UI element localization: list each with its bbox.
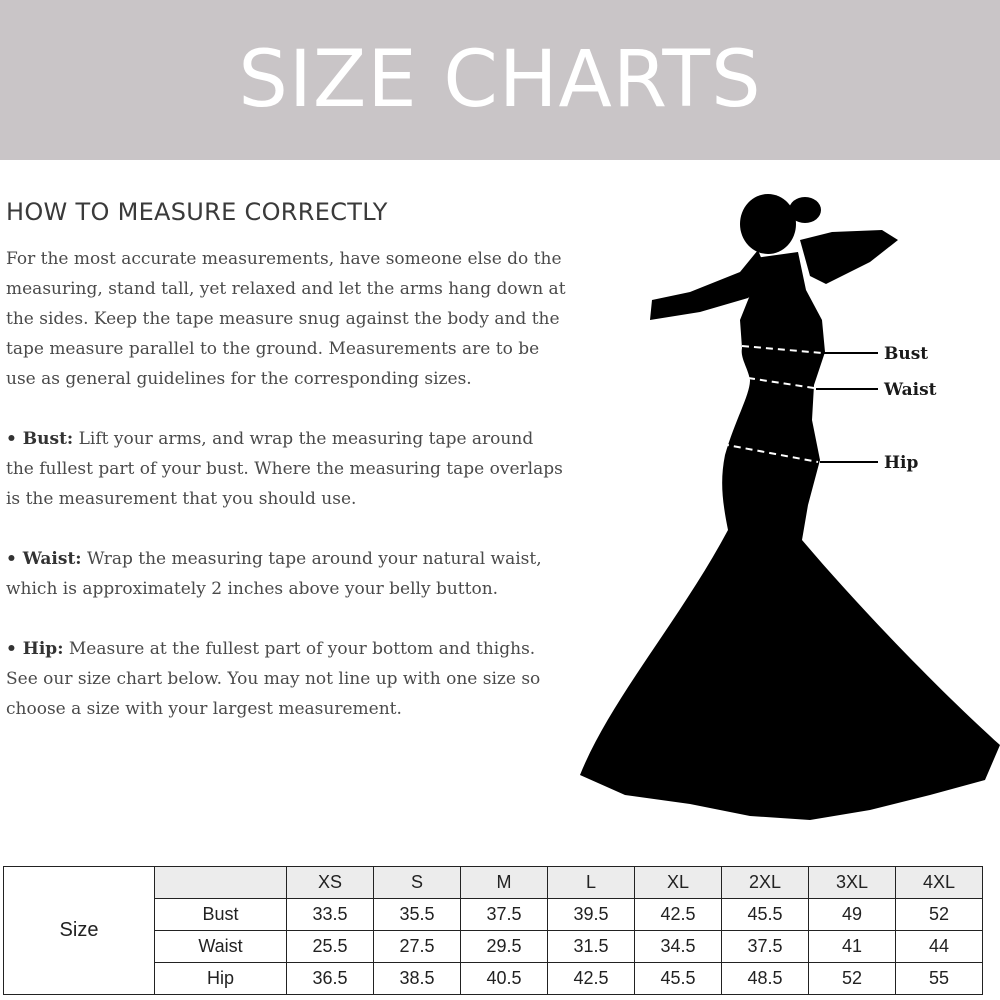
size-col-header: 2XL <box>722 867 809 899</box>
size-col-header: S <box>374 867 461 899</box>
table-cell: 29.5 <box>461 931 548 963</box>
table-cell: 45.5 <box>635 963 722 995</box>
measurement-figure <box>570 180 1000 840</box>
guide-waist <box>6 544 566 604</box>
bust-label: • Bust: <box>6 429 74 449</box>
page-title: SIZE CHARTS <box>238 35 762 125</box>
hip-label: • Hip: <box>6 639 64 659</box>
table-cell: 41 <box>809 931 896 963</box>
figure-label-bust: Bust <box>884 344 929 364</box>
size-row-header: Size <box>4 867 155 995</box>
table-cell: 42.5 <box>635 899 722 931</box>
figure-label-hip: Hip <box>884 453 919 473</box>
header-banner <box>0 0 1000 160</box>
table-cell: 33.5 <box>287 899 374 931</box>
table-cell: 52 <box>896 899 983 931</box>
hip-text: Measure at the fullest part of your bottom and thighs. See our size chart below. You may not line up with one size so choose a size with your largest measurement. <box>6 639 541 719</box>
row-label: Hip <box>155 963 287 995</box>
table-cell: 27.5 <box>374 931 461 963</box>
guide-bust <box>6 424 566 514</box>
size-col-header: L <box>548 867 635 899</box>
table-cell: 42.5 <box>548 963 635 995</box>
table-cell: 49 <box>809 899 896 931</box>
table-cell: 48.5 <box>722 963 809 995</box>
measure-guide <box>6 198 566 754</box>
size-col-header: M <box>461 867 548 899</box>
table-cell: 55 <box>896 963 983 995</box>
guide-hip <box>6 634 566 724</box>
table-cell: 44 <box>896 931 983 963</box>
table-cell: 38.5 <box>374 963 461 995</box>
table-cell: 37.5 <box>461 899 548 931</box>
size-col-header: XS <box>287 867 374 899</box>
table-cell: 45.5 <box>722 899 809 931</box>
waist-label: • Waist: <box>6 549 82 569</box>
table-cell: 39.5 <box>548 899 635 931</box>
size-header-row <box>4 867 983 899</box>
size-col-header: XL <box>635 867 722 899</box>
size-col-header: 3XL <box>809 867 896 899</box>
table-cell: 25.5 <box>287 931 374 963</box>
bust-text: Lift your arms, and wrap the measuring tape around the fullest part of your bust. Where the measuring tape overlaps is the measurement that you should use. <box>6 429 563 509</box>
table-cell: 35.5 <box>374 899 461 931</box>
row-label: Bust <box>155 899 287 931</box>
size-table <box>3 866 983 995</box>
table-cell: 31.5 <box>548 931 635 963</box>
table-cell: 37.5 <box>722 931 809 963</box>
dress-silhouette-icon <box>570 180 1000 840</box>
table-cell: 36.5 <box>287 963 374 995</box>
table-cell: 40.5 <box>461 963 548 995</box>
table-cell: 34.5 <box>635 931 722 963</box>
waist-text: Wrap the measuring tape around your natural waist, which is approximately 2 inches above your belly button. <box>6 549 542 599</box>
figure-label-waist: Waist <box>884 380 937 400</box>
blank-header-cell <box>155 867 287 899</box>
row-label: Waist <box>155 931 287 963</box>
size-col-header: 4XL <box>896 867 983 899</box>
guide-intro: For the most accurate measurements, have someone else do the measuring, stand tall, yet relaxed and let the arms hang down at the sides. Keep the tape measure snug against the body and the tape measure parallel to the ground. Measurements are to be use as general guidelines for the corresponding sizes. <box>6 249 566 389</box>
table-cell: 52 <box>809 963 896 995</box>
guide-heading: HOW TO MEASURE CORRECTLY <box>6 198 388 226</box>
